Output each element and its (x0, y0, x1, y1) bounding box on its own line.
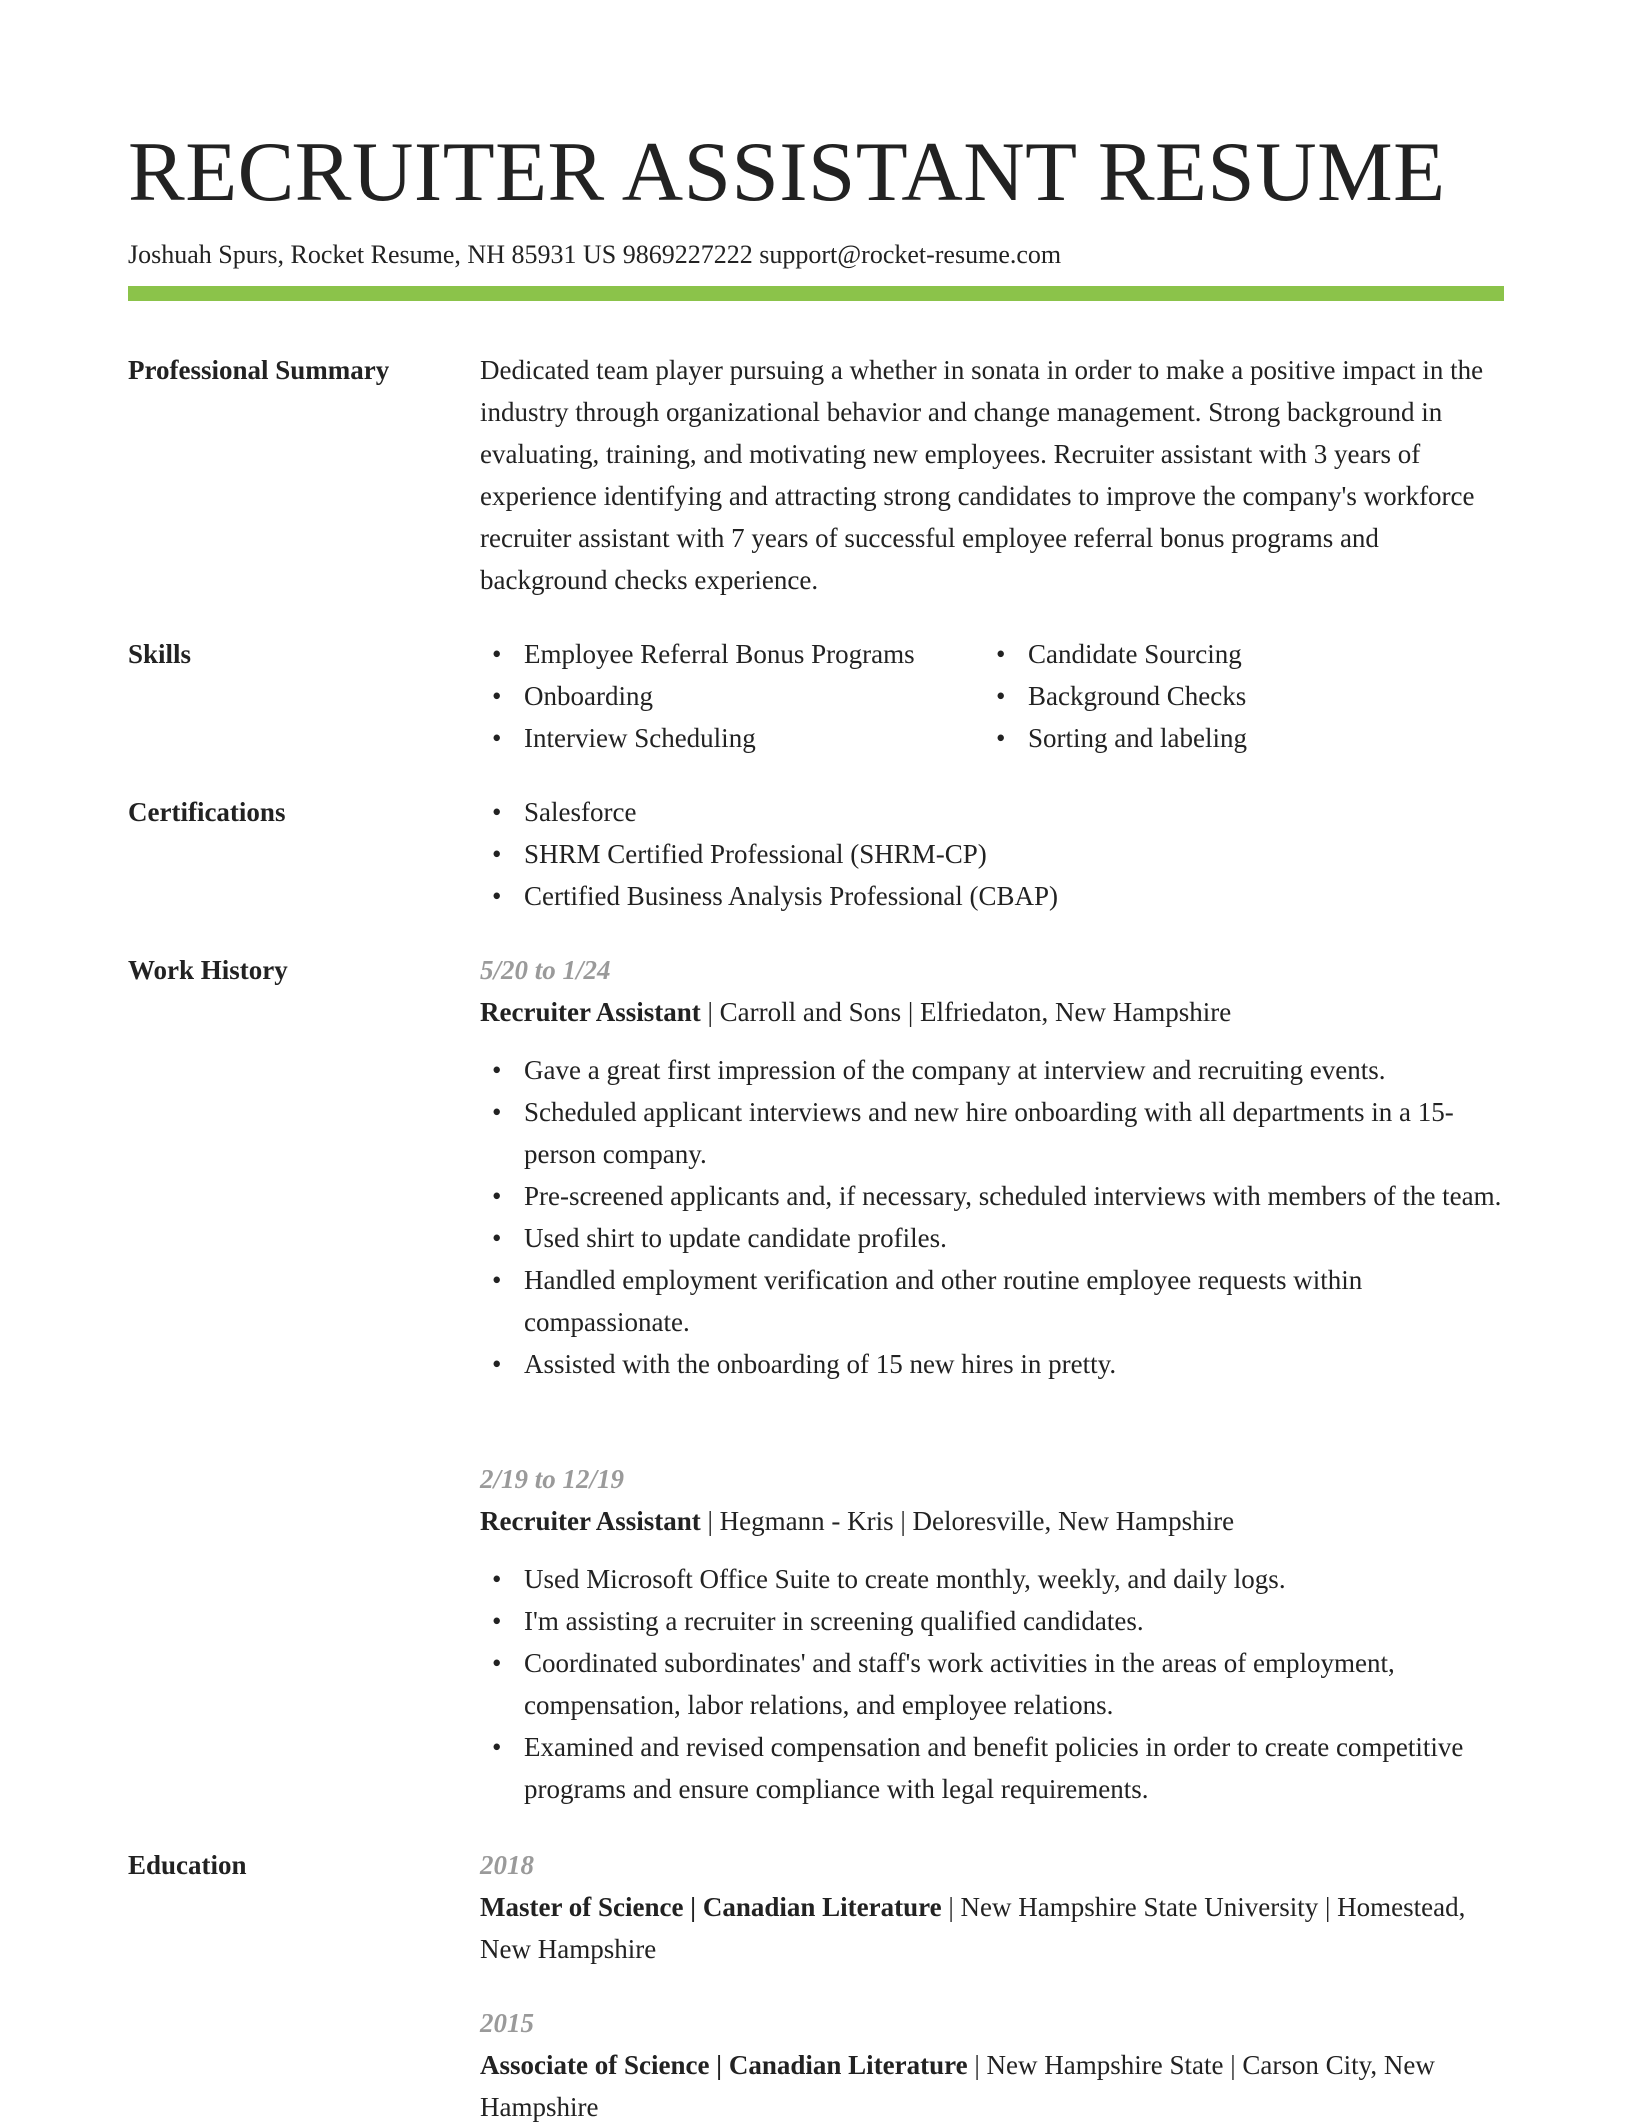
list-item: • Sorting and labeling (984, 717, 1488, 759)
list-item: • Salesforce (480, 791, 1504, 833)
skills-content (480, 633, 1504, 759)
section-heading-skills: Skills (128, 639, 192, 669)
job-title: Recruiter Assistant (480, 997, 701, 1027)
certifications-list (480, 791, 1504, 917)
education-entry (480, 2002, 1504, 2128)
education-date: 2018 (480, 1850, 534, 1880)
list-item: • Examined and revised compensation and benefit policies in order to create competitive programs and ensure compliance with legal requirements. (480, 1726, 1504, 1810)
list-item: • Used shirt to update candidate profiles. (480, 1217, 1504, 1259)
education-degree: Master of Science | Canadian Literature (480, 1892, 942, 1922)
job-bullets (480, 1558, 1504, 1810)
education-date: 2015 (480, 2008, 534, 2038)
list-item: • Interview Scheduling (480, 717, 984, 759)
list-item: • Certified Business Analysis Professional (CBAP) (480, 875, 1504, 917)
section-heading-work-history: Work History (128, 955, 288, 985)
list-item: • Onboarding (480, 675, 984, 717)
section-heading-education: Education (128, 1850, 247, 1880)
list-item: • Candidate Sourcing (984, 633, 1488, 675)
work-history-content-2 (480, 1458, 1504, 1810)
list-item: • Scheduled applicant interviews and new hire onboarding with all departments in a 15-person company. (480, 1091, 1504, 1175)
education-details: | New Hampshire State University | Homestead, New Hampshire (480, 1892, 1466, 1964)
work-history-content (480, 949, 1504, 1385)
education-line (480, 1886, 1504, 1970)
job-entry (480, 949, 1504, 1385)
section-heading-certifications: Certifications (128, 797, 286, 827)
section-heading-summary: Professional Summary (128, 355, 390, 385)
summary-text: Dedicated team player pursuing a whether in sonata in order to make a positive impact in the industry through organizational behavior and change management. Strong background in evaluating, training, and motivating new employees. Recruiter assistant with 3 years of experience identifying and attracting strong candidates to improve the company's workforce recruiter assistant with 7 years of successful employee referral bonus programs and background checks experience. (480, 355, 1484, 595)
job-details: | Hegmann - Kris | Deloresville, New Hampshire (700, 1506, 1235, 1536)
list-item: • Employee Referral Bonus Programs (480, 633, 984, 675)
contact-line: Joshuah Spurs, Rocket Resume, NH 85931 US 9869227222 support@rocket-resume.com (128, 240, 1062, 269)
education-content (480, 1844, 1504, 1970)
page-title: RECRUITER ASSISTANT RESUME (128, 125, 1446, 219)
education-content-2 (480, 2002, 1504, 2128)
summary-content (480, 349, 1504, 601)
certifications-content (480, 791, 1504, 917)
skills-list-right (984, 633, 1488, 759)
list-item: • Background Checks (984, 675, 1488, 717)
resume-header (128, 118, 1504, 272)
accent-divider (128, 286, 1504, 301)
job-title: Recruiter Assistant (480, 1506, 701, 1536)
education-details: | New Hampshire State | Carson City, New Hampshire (480, 2050, 1435, 2122)
list-item: • Gave a great first impression of the company at interview and recruiting events. (480, 1049, 1504, 1091)
job-entry (480, 1458, 1504, 1810)
list-item: • Pre-screened applicants and, if necessary, scheduled interviews with members of the team. (480, 1175, 1504, 1217)
list-item: • Coordinated subordinates' and staff's work activities in the areas of employment, compensation, labor relations, and employee relations. (480, 1642, 1504, 1726)
list-item: • Assisted with the onboarding of 15 new hires in pretty. (480, 1343, 1504, 1385)
list-item: • SHRM Certified Professional (SHRM-CP) (480, 833, 1504, 875)
list-item: • I'm assisting a recruiter in screening qualified candidates. (480, 1600, 1504, 1642)
list-item: • Used Microsoft Office Suite to create monthly, weekly, and daily logs. (480, 1558, 1504, 1600)
job-title-line (480, 1500, 1504, 1542)
job-date: 5/20 to 1/24 (480, 955, 611, 985)
job-bullets (480, 1049, 1504, 1385)
job-title-line (480, 991, 1504, 1033)
education-entry (480, 1844, 1504, 1970)
job-date: 2/19 to 12/19 (480, 1464, 625, 1494)
education-line (480, 2044, 1504, 2128)
education-degree: Associate of Science | Canadian Literature (480, 2050, 968, 2080)
skills-list-left (480, 633, 984, 759)
list-item: • Handled employment verification and other routine employee requests within compassionate. (480, 1259, 1504, 1343)
job-details: | Carroll and Sons | Elfriedaton, New Hampshire (700, 997, 1232, 1027)
